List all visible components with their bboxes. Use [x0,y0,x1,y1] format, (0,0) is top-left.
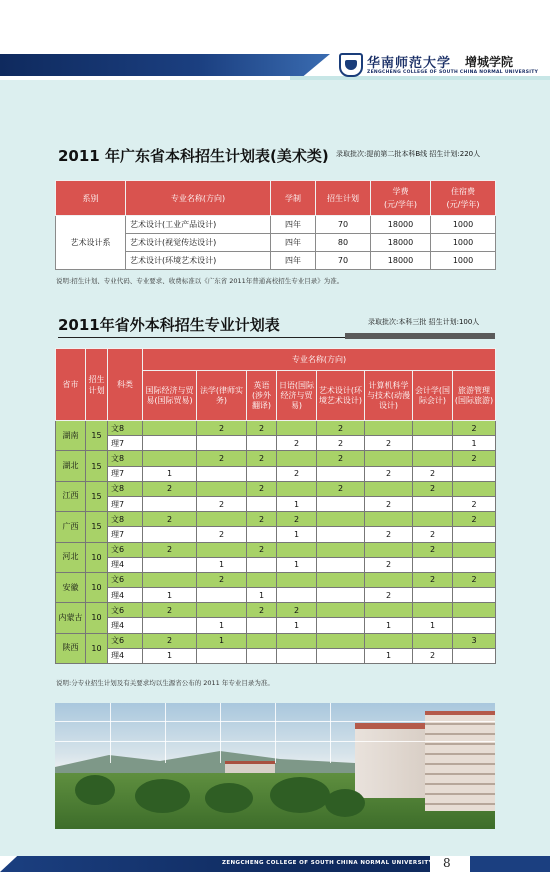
quota-cell: 2 [277,603,317,618]
quota-cell [317,512,365,527]
years-cell: 四年 [271,216,316,234]
quota-cell [277,451,317,466]
table1-title: 2011 年广东省本科招生计划表(美术类) [58,147,329,165]
quota-cell: 1 [143,648,197,663]
dorm-cell: 1000 [431,252,496,270]
quota-cell: 1 [197,557,247,572]
col-tuition: 学费 (元/学年) [371,181,431,216]
table-row [56,603,496,618]
province-cell: 内蒙古 [56,603,86,633]
col-major: 会计学(国际会计) [413,371,453,421]
quota-cell [413,603,453,618]
tuition-cell: 18000 [371,234,431,252]
quota-cell [247,572,277,587]
type-cell: 理4 [108,557,143,572]
quota-cell [453,542,496,557]
quota-cell [453,588,496,603]
quota-cell: 2 [277,436,317,451]
table-row [56,557,496,572]
quota-cell [143,451,197,466]
quota-cell [247,436,277,451]
type-cell: 文8 [108,481,143,496]
plan-cell: 10 [86,542,108,572]
quota-cell [317,633,365,648]
quota-cell: 2 [143,603,197,618]
quota-cell [317,542,365,557]
quota-cell: 1 [277,527,317,542]
university-english-name: ZENGCHENG COLLEGE OF SOUTH CHINA NORMAL UNIVERSITY [367,70,539,75]
quota-cell: 1 [365,648,413,663]
col-dorm-fee: 住宿费 (元/学年) [431,181,496,216]
quota-cell [277,633,317,648]
type-cell: 文8 [108,512,143,527]
out-of-province-plan-table [55,348,496,664]
quota-cell: 1 [413,618,453,633]
quota-cell: 2 [453,451,496,466]
quota-cell [317,572,365,587]
quota-cell: 2 [247,542,277,557]
quota-cell: 3 [453,633,496,648]
table1-meta: 录取批次:提前第二批本科B线 招生计划:220人 [336,150,481,158]
col-major-group: 专业名称(方向) [143,349,496,371]
quota-cell: 1 [247,588,277,603]
table2-title: 2011年省外本科招生专业计划表 [58,316,280,334]
quota-cell [197,481,247,496]
quota-cell: 2 [247,512,277,527]
quota-cell [277,421,317,436]
type-cell: 理4 [108,648,143,663]
college-name: 增城学院 [465,55,514,69]
quota-cell [247,557,277,572]
university-name: 华南师范大学 [367,56,452,71]
quota-cell [413,588,453,603]
quota-cell [365,633,413,648]
quota-cell [317,527,365,542]
footer-right-stripe [470,856,550,872]
quota-cell: 2 [247,451,277,466]
table-row [56,618,496,633]
col-plan: 招生计划 [86,349,108,421]
col-province: 省市 [56,349,86,421]
quota-cell: 1 [277,496,317,511]
col-major: 英语(涉外翻译) [247,371,277,421]
plan-cell: 70 [316,216,371,234]
quota-cell [453,618,496,633]
quota-cell: 2 [143,481,197,496]
quota-cell [143,496,197,511]
table-row [56,481,496,496]
table2-header-row [56,349,496,371]
type-cell: 文8 [108,451,143,466]
quota-cell: 2 [413,542,453,557]
plan-cell: 70 [316,252,371,270]
quota-cell [247,648,277,663]
table-row [56,496,496,511]
university-seal-icon [339,53,363,77]
plan-cell: 10 [86,572,108,602]
quota-cell [197,466,247,481]
tuition-cell: 18000 [371,252,431,270]
plan-cell: 15 [86,512,108,542]
table2-meta: 录取批次:本科三批 招生计划:100人 [368,318,480,326]
type-cell: 理7 [108,496,143,511]
quota-cell: 1 [143,466,197,481]
quota-cell [365,512,413,527]
table2-note: 说明:分专业招生计划及有关要求均以生源省公布的 2011 年专业目录为准。 [56,679,274,687]
table-row [56,588,496,603]
quota-cell: 2 [413,466,453,481]
quota-cell: 1 [277,618,317,633]
quota-cell: 2 [317,481,365,496]
plan-cell: 10 [86,603,108,633]
quota-cell [277,542,317,557]
quota-cell: 2 [247,421,277,436]
quota-cell: 2 [365,557,413,572]
quota-cell: 2 [365,496,413,511]
quota-cell: 2 [365,527,413,542]
quota-cell: 2 [197,572,247,587]
quota-cell: 2 [197,451,247,466]
col-major: 计算机科学与技术(动漫设计) [365,371,413,421]
table-row [56,512,496,527]
col-major: 旅游管理(国际旅游) [453,371,496,421]
page-number: 8 [443,856,451,870]
plan-cell: 15 [86,481,108,511]
province-cell: 湖南 [56,421,86,451]
table1-header-row [56,181,496,216]
university-logo [335,52,545,80]
guangdong-art-plan-table [55,180,496,270]
quota-cell [365,451,413,466]
quota-cell: 2 [247,481,277,496]
table-row [56,216,496,234]
dorm-cell: 1000 [431,216,496,234]
province-cell: 江西 [56,481,86,511]
quota-cell: 2 [143,633,197,648]
header-stripe [0,54,330,76]
quota-cell: 2 [277,466,317,481]
type-cell: 文8 [108,421,143,436]
quota-cell [197,648,247,663]
quota-cell [453,603,496,618]
quota-cell: 2 [453,572,496,587]
quota-cell [365,421,413,436]
quota-cell: 1 [197,618,247,633]
table-row [56,466,496,481]
province-cell: 湖北 [56,451,86,481]
quota-cell: 1 [143,588,197,603]
quota-cell [197,542,247,557]
quota-cell [197,603,247,618]
quota-cell: 2 [247,603,277,618]
quota-cell: 2 [413,527,453,542]
quota-cell [277,588,317,603]
quota-cell [413,557,453,572]
quota-cell [317,557,365,572]
department-cell: 艺术设计系 [56,216,126,270]
table1-note: 说明:招生计划、专业代码、专业要求、收费标准以《广东省 2011年普通高校招生专业目录》为准。 [56,277,344,285]
quota-cell: 2 [365,466,413,481]
quota-cell [365,572,413,587]
col-major: 法学(律师实务) [197,371,247,421]
province-cell: 广西 [56,512,86,542]
quota-cell [413,512,453,527]
quota-cell [277,572,317,587]
type-cell: 文6 [108,542,143,557]
quota-cell [247,618,277,633]
type-cell: 理7 [108,527,143,542]
quota-cell [143,421,197,436]
dorm-cell: 1000 [431,234,496,252]
major-cell: 艺术设计(工业产品设计) [126,216,271,234]
type-cell: 理7 [108,436,143,451]
col-major: 日语(国际经济与贸易) [277,371,317,421]
quota-cell [453,648,496,663]
quota-cell [247,496,277,511]
quota-cell [247,466,277,481]
table-row [56,527,496,542]
quota-cell [317,648,365,663]
table2-body [56,421,496,664]
quota-cell: 2 [453,421,496,436]
quota-cell: 2 [317,436,365,451]
quota-cell: 2 [453,496,496,511]
plan-cell: 15 [86,421,108,451]
quota-cell: 2 [365,588,413,603]
col-major: 国际经济与贸易(国际贸易) [143,371,197,421]
quota-cell [413,436,453,451]
quota-cell: 2 [143,512,197,527]
tuition-cell: 18000 [371,216,431,234]
quota-cell [413,496,453,511]
table-row [56,648,496,663]
quota-cell: 1 [197,633,247,648]
major-cell: 艺术设计(视觉传达设计) [126,234,271,252]
quota-cell [143,572,197,587]
quota-cell [277,481,317,496]
table-row [56,451,496,466]
quota-cell [143,557,197,572]
quota-cell [143,436,197,451]
province-cell: 河北 [56,542,86,572]
quota-cell [453,481,496,496]
quota-cell: 2 [197,421,247,436]
type-cell: 理4 [108,588,143,603]
quota-cell [197,588,247,603]
col-plan: 招生计划 [316,181,371,216]
table-row [56,421,496,436]
table-row [56,436,496,451]
province-cell: 安徽 [56,572,86,602]
quota-cell: 1 [453,436,496,451]
type-cell: 文6 [108,633,143,648]
quota-cell: 1 [365,618,413,633]
quota-cell [247,633,277,648]
quota-cell [197,436,247,451]
quota-cell: 2 [413,572,453,587]
quota-cell [413,633,453,648]
col-years: 学制 [271,181,316,216]
col-major: 专业名称(方向) [126,181,271,216]
title-accent-bar [345,333,495,339]
quota-cell [277,648,317,663]
quota-cell: 2 [143,542,197,557]
quota-cell: 2 [413,481,453,496]
quota-cell [413,451,453,466]
plan-cell: 80 [316,234,371,252]
quota-cell: 2 [365,436,413,451]
quota-cell: 2 [277,512,317,527]
quota-cell: 2 [317,451,365,466]
quota-cell [453,466,496,481]
col-major: 艺术设计(环境艺术设计) [317,371,365,421]
col-department: 系别 [56,181,126,216]
plan-cell: 10 [86,633,108,663]
quota-cell: 2 [317,421,365,436]
quota-cell [365,542,413,557]
quota-cell [247,527,277,542]
footer-english-name: ZENGCHENG COLLEGE OF SOUTH CHINA NORMAL UNIVERSITY [222,860,433,866]
years-cell: 四年 [271,252,316,270]
quota-cell: 2 [197,527,247,542]
campus-photo [55,703,495,829]
quota-cell [413,421,453,436]
quota-cell: 2 [453,512,496,527]
province-cell: 陕西 [56,633,86,663]
quota-cell [317,496,365,511]
quota-cell [317,603,365,618]
quota-cell [453,557,496,572]
type-cell: 文6 [108,603,143,618]
table-row [56,572,496,587]
quota-cell [317,588,365,603]
quota-cell: 2 [413,648,453,663]
type-cell: 理4 [108,618,143,633]
quota-cell [317,618,365,633]
major-cell: 艺术设计(环境艺术设计) [126,252,271,270]
col-type: 科类 [108,349,143,421]
quota-cell: 2 [197,496,247,511]
quota-cell [143,527,197,542]
quota-cell [197,512,247,527]
quota-cell [365,603,413,618]
table-row [56,633,496,648]
plan-cell: 15 [86,451,108,481]
years-cell: 四年 [271,234,316,252]
quota-cell [365,481,413,496]
quota-cell [453,527,496,542]
table-row [56,542,496,557]
quota-cell: 1 [277,557,317,572]
type-cell: 理7 [108,466,143,481]
quota-cell [317,466,365,481]
quota-cell [143,618,197,633]
type-cell: 文6 [108,572,143,587]
